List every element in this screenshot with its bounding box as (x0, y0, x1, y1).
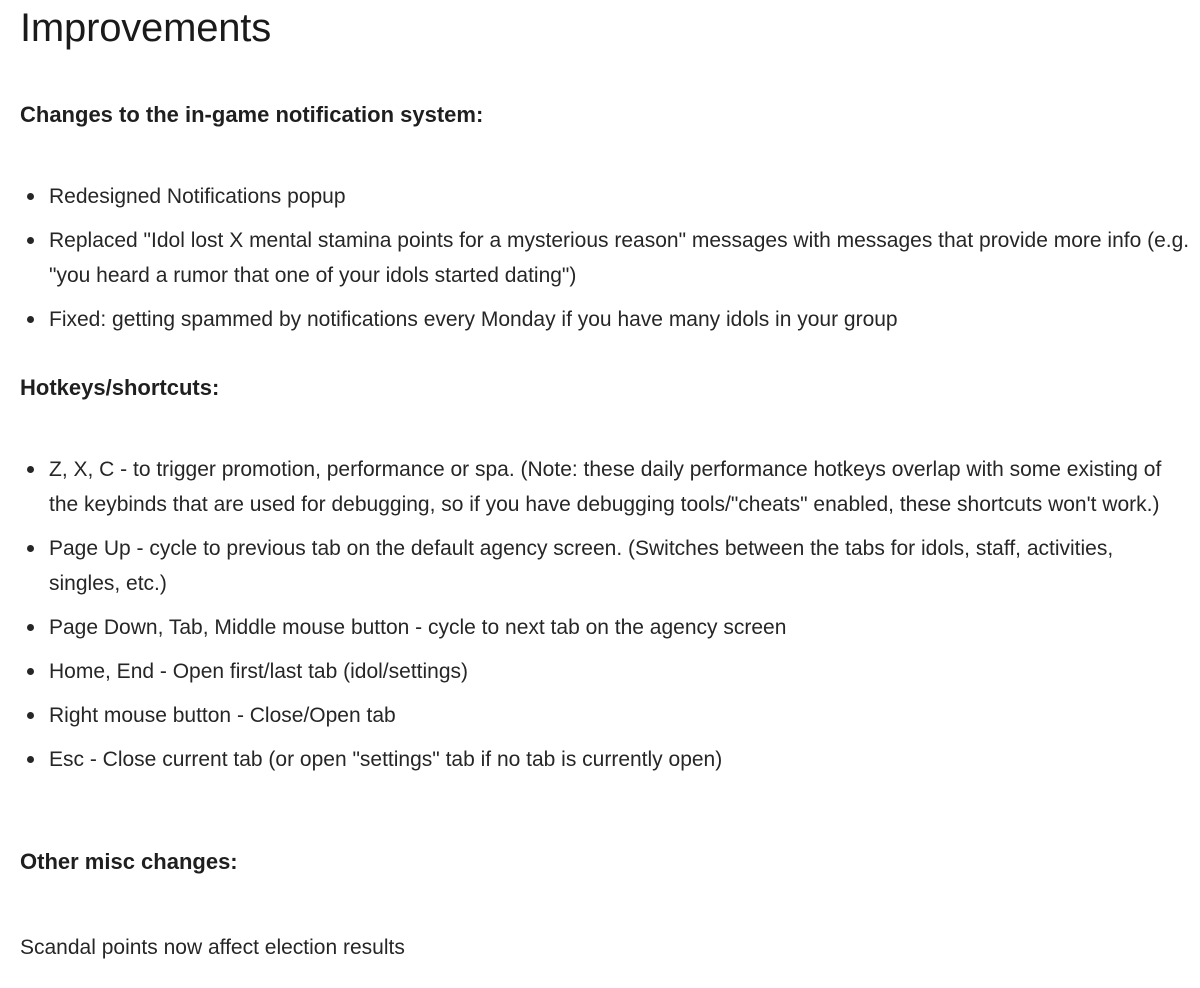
misc-change-text: Scandal points now affect election results (20, 936, 405, 959)
list-item (20, 179, 1190, 214)
list-item-text: Right mouse button - Close/Open tab (49, 704, 396, 727)
list-item (20, 742, 1190, 777)
hotkeys-list (20, 452, 1190, 786)
bullet-dot (27, 237, 34, 244)
notifications-list (20, 179, 1190, 346)
list-item-text: Home, End - Open first/last tab (idol/settings) (49, 660, 469, 683)
list-item-text: Page Up - cycle to previous tab on the default agency screen. (Switches between the tabs for idols, staff, activities, singles, etc.) (49, 537, 1114, 595)
list-item (20, 654, 1190, 689)
bullet-dot (27, 712, 34, 719)
list-item (20, 531, 1190, 601)
list-item-text: Fixed: getting spammed by notifications every Monday if you have many idols in your group (49, 308, 898, 331)
bullet-dot (27, 316, 34, 323)
list-item-text: Redesigned Notifications popup (49, 185, 346, 208)
section-heading-hotkeys: Hotkeys/shortcuts: (20, 375, 220, 400)
list-item-text: Replaced "Idol lost X mental stamina points for a mysterious reason" messages with messages that provide more info (e.g. "you heard a rumor that one of your idols started dating") (49, 229, 1190, 287)
bullet-dot (27, 668, 34, 675)
bullet-dot (27, 193, 34, 200)
list-item (20, 302, 1190, 337)
list-item-text: Esc - Close current tab (or open "settings" tab if no tab is currently open) (49, 748, 723, 771)
section-heading-notifications: Changes to the in-game notification system: (20, 102, 484, 127)
list-item (20, 610, 1190, 645)
section-heading-misc: Other misc changes: (20, 849, 238, 874)
page-title: Improvements (20, 6, 272, 50)
list-item (20, 452, 1190, 522)
bullet-dot (27, 466, 34, 473)
bullet-dot (27, 756, 34, 763)
bullet-dot (27, 545, 34, 552)
list-item-text: Z, X, C - to trigger promotion, performance or spa. (Note: these daily performance hotkeys overlap with some existing of the keybinds that are used for debugging, so if you have debugging tools/"cheats" enabled, these shortcuts won't work.) (49, 458, 1162, 516)
list-item (20, 698, 1190, 733)
list-item-text: Page Down, Tab, Middle mouse button - cycle to next tab on the agency screen (49, 616, 787, 639)
bullet-dot (27, 624, 34, 631)
list-item (20, 223, 1190, 293)
